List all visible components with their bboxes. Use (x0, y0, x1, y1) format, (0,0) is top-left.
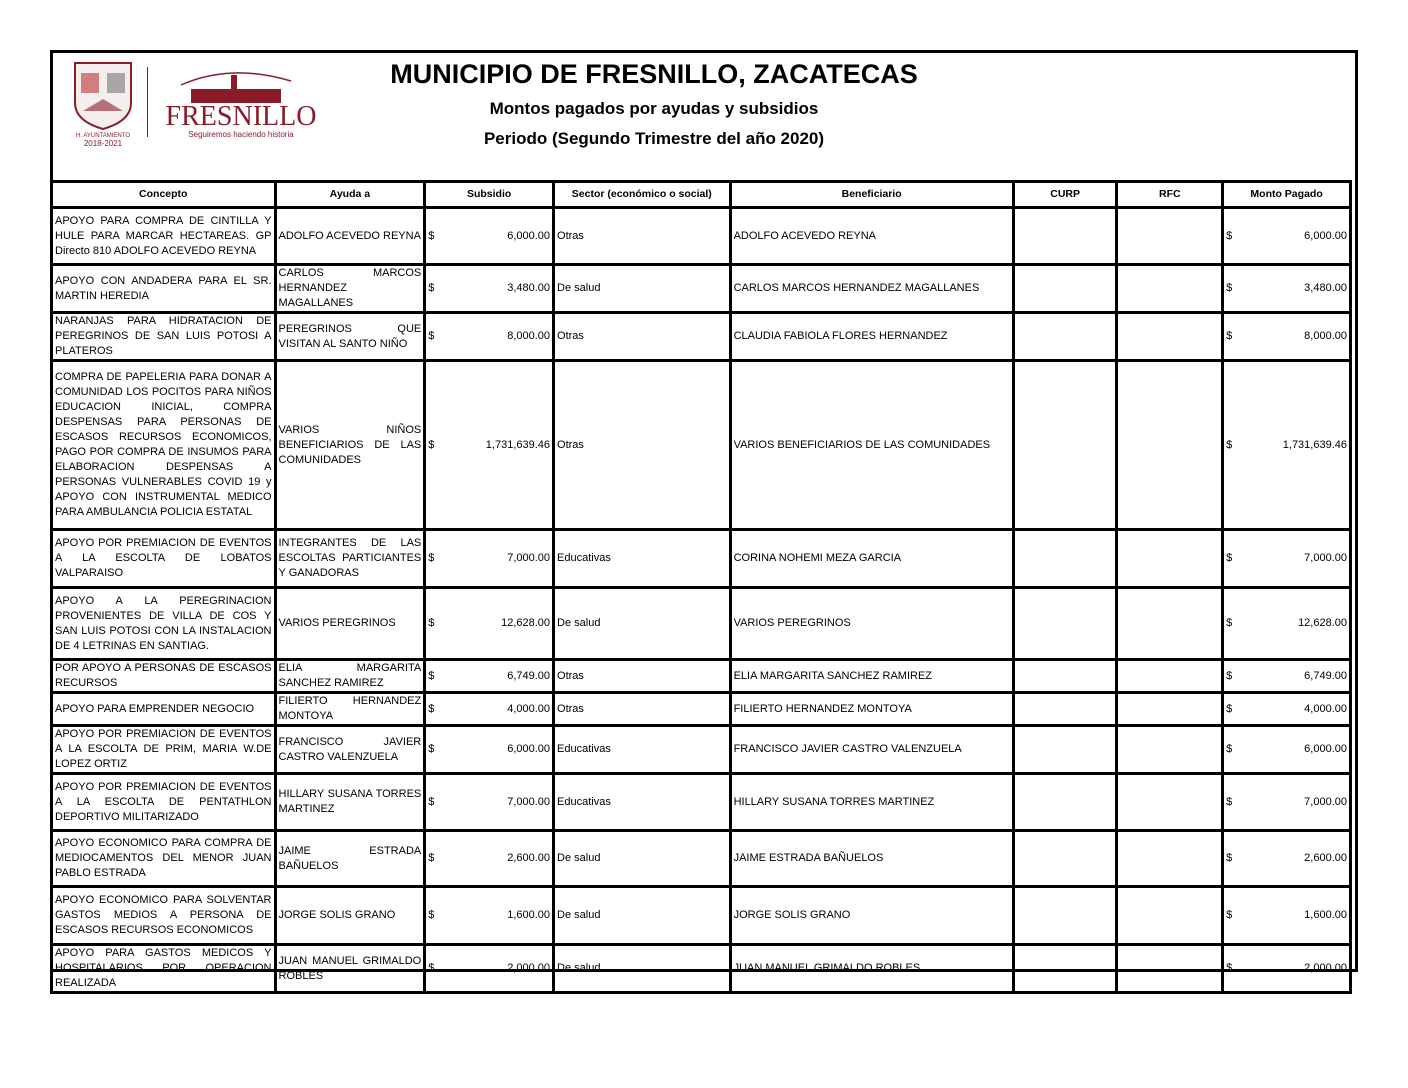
svg-text:Seguiremos haciendo historia: Seguiremos haciendo historia (188, 130, 294, 139)
cell-rfc (1117, 945, 1223, 993)
table-row (52, 265, 1351, 313)
cell-sector: De salud (554, 831, 731, 887)
cell-monto (1223, 361, 1351, 530)
cell-ayuda: INTEGRANTES DE LAS ESCOLTAS PARTICIANTES Y GANADORAS (275, 530, 425, 588)
amount: 8,000.00 (1304, 330, 1347, 342)
cell-ayuda: JORGE SOLIS GRANO (275, 887, 425, 945)
cell-rfc (1117, 265, 1223, 313)
svg-text:H. AYUNTAMIENTO: H. AYUNTAMIENTO (75, 133, 131, 139)
cell-concepto: APOYO A LA PEREGRINACION PROVENIENTES DE VILLA DE COS Y SAN LUIS POTOSI CON LA INSTALACION DE 4 LETRINAS EN SANTIAG. (52, 588, 276, 660)
amount: 12,628.00 (1298, 617, 1347, 629)
currency-symbol: $ (1226, 795, 1233, 808)
column-header: Monto Pagado (1223, 182, 1351, 208)
cell-beneficiario: ADOLFO ACEVEDO REYNA (730, 208, 1013, 265)
cell-sector: Otras (554, 313, 731, 361)
page-subtitle: Montos pagados por ayudas y subsidios (489, 99, 819, 118)
cell-sector: De salud (554, 887, 731, 945)
cell-sector: Educativas (554, 774, 731, 831)
cell-sector: Otras (554, 208, 731, 265)
table-row (52, 588, 1351, 660)
column-header: Beneficiario (730, 182, 1013, 208)
currency-symbol: $ (1226, 229, 1233, 242)
currency-symbol: $ (1226, 743, 1233, 755)
amount: 12,628.00 (501, 617, 551, 629)
amount: 1,600.00 (1304, 909, 1347, 921)
currency-symbol: $ (428, 229, 435, 242)
amount: 8,000.00 (507, 330, 551, 342)
cell-rfc (1117, 588, 1223, 660)
cell-monto (1223, 588, 1351, 660)
cell-ayuda: VARIOS NIÑOS BENEFICIARIOS DE LAS COMUNIDADES (275, 361, 425, 530)
cell-sector: Educativas (554, 726, 731, 774)
currency-symbol: $ (428, 852, 435, 864)
cell-subsidio (425, 265, 554, 313)
currency-symbol: $ (1226, 617, 1233, 629)
cell-sector: De salud (554, 588, 731, 660)
cell-beneficiario: HILLARY SUSANA TORRES MARTINEZ (730, 774, 1013, 831)
cell-subsidio (425, 774, 554, 831)
column-header: Concepto (52, 182, 276, 208)
cell-ayuda: HILLARY SUSANA TORRES MARTINEZ (275, 774, 425, 831)
table-row (52, 313, 1351, 361)
document-header (53, 53, 1355, 181)
amount: 7,000.00 (1304, 552, 1347, 564)
amount: 1,600.00 (507, 909, 551, 921)
table-row (52, 208, 1351, 265)
currency-symbol: $ (1226, 702, 1233, 715)
amount: 7,000.00 (507, 552, 551, 564)
cell-ayuda: ELIA MARGARITA SANCHEZ RAMIREZ (275, 660, 425, 693)
cell-beneficiario: CARLOS MARCOS HERNANDEZ MAGALLANES (730, 265, 1013, 313)
cell-monto (1223, 530, 1351, 588)
subsidies-table (50, 180, 1352, 994)
column-header: Sector (económico o social) (554, 182, 731, 208)
cell-beneficiario: JUAN MANUEL GRIMALDO ROBLES (730, 945, 1013, 993)
svg-text:FRESNILLO: FRESNILLO (165, 101, 317, 132)
cell-monto (1223, 208, 1351, 265)
amount: 6,749.00 (1304, 669, 1347, 682)
document-sheet (50, 50, 1358, 989)
currency-symbol: $ (428, 795, 435, 808)
cell-subsidio (425, 945, 554, 993)
cell-beneficiario: FILIERTO HERNANDEZ MONTOYA (730, 693, 1013, 726)
cell-curp (1013, 726, 1117, 774)
amount: 2,600.00 (1304, 852, 1347, 864)
cell-concepto: APOYO POR PREMIACION DE EVENTOS A LA ESCOLTA DE PENTATHLON DEPORTIVO MILITARIZADO (52, 774, 276, 831)
cell-ayuda: FILIERTO HERNANDEZ MONTOYA (275, 693, 425, 726)
cell-ayuda: PEREGRINOS QUE VISITAN AL SANTO NIÑO (275, 313, 425, 361)
currency-symbol: $ (428, 743, 435, 755)
cell-sector: Educativas (554, 530, 731, 588)
page-title: MUNICIPIO DE FRESNILLO, ZACATECAS (390, 59, 918, 89)
cell-concepto: APOYO CON ANDADERA PARA EL SR. MARTIN HEREDIA (52, 265, 276, 313)
column-header: Subsidio (425, 182, 554, 208)
cell-curp (1013, 313, 1117, 361)
currency-symbol: $ (428, 282, 435, 294)
table-row (52, 831, 1351, 887)
amount: 6,000.00 (507, 743, 551, 755)
column-header: RFC (1117, 182, 1223, 208)
cell-ayuda: CARLOS MARCOS HERNANDEZ MAGALLANES (275, 265, 425, 313)
cell-monto (1223, 887, 1351, 945)
cell-beneficiario: FRANCISCO JAVIER CASTRO VALENZUELA (730, 726, 1013, 774)
currency-symbol: $ (1226, 962, 1233, 974)
cell-ayuda: JUAN MANUEL GRIMALDO ROBLES (275, 945, 425, 993)
currency-symbol: $ (1226, 909, 1233, 921)
currency-symbol: $ (428, 617, 435, 629)
amount: 3,480.00 (1304, 282, 1347, 294)
svg-text:2018-2021: 2018-2021 (83, 139, 123, 148)
cell-beneficiario: VARIOS BENEFICIARIOS DE LAS COMUNIDADES (730, 361, 1013, 530)
column-header: CURP (1013, 182, 1117, 208)
cell-subsidio (425, 660, 554, 693)
cell-curp (1013, 588, 1117, 660)
currency-symbol: $ (428, 702, 435, 715)
amount: 6,749.00 (507, 669, 551, 682)
table-header-row (52, 182, 1351, 208)
cell-sector: Otras (554, 361, 731, 530)
cell-beneficiario: VARIOS PEREGRINOS (730, 588, 1013, 660)
currency-symbol: $ (1226, 282, 1233, 294)
cell-sector: De salud (554, 945, 731, 993)
cell-rfc (1117, 208, 1223, 265)
cell-curp (1013, 887, 1117, 945)
cell-concepto: APOYO ECONOMICO PARA COMPRA DE MEDIOCAMENTOS DEL MENOR JUAN PABLO ESTRADA (52, 831, 276, 887)
currency-symbol: $ (1226, 552, 1233, 564)
table-row (52, 660, 1351, 693)
table-row (52, 530, 1351, 588)
cell-subsidio (425, 588, 554, 660)
cell-sector: Otras (554, 693, 731, 726)
period-label: Periodo (Segundo Trimestre del año 2020) (483, 129, 825, 148)
cell-subsidio (425, 693, 554, 726)
amount: 2,000.00 (1304, 962, 1347, 974)
table-row (52, 693, 1351, 726)
cell-subsidio (425, 361, 554, 530)
cell-subsidio (425, 313, 554, 361)
currency-symbol: $ (1226, 330, 1233, 342)
cell-monto (1223, 265, 1351, 313)
table-row (52, 887, 1351, 945)
cell-monto (1223, 313, 1351, 361)
cell-curp (1013, 361, 1117, 530)
cell-rfc (1117, 831, 1223, 887)
cell-monto (1223, 774, 1351, 831)
amount: 1,731,639.46 (485, 438, 551, 451)
cell-concepto: APOYO PARA GASTOS MEDICOS Y HOSPITALARIOS POR OPERACION REALIZADA (52, 945, 276, 993)
currency-symbol: $ (428, 330, 435, 342)
amount: 2,600.00 (507, 852, 551, 864)
cell-rfc (1117, 660, 1223, 693)
cell-beneficiario: JORGE SOLIS GRANO (730, 887, 1013, 945)
cell-sector: De salud (554, 265, 731, 313)
cell-concepto: APOYO POR PREMIACION DE EVENTOS A LA ESCOLTA DE PRIM, MARIA W.DE LOPEZ ORTIZ (52, 726, 276, 774)
cell-rfc (1117, 530, 1223, 588)
currency-symbol: $ (428, 909, 435, 921)
cell-sector: Otras (554, 660, 731, 693)
cell-curp (1013, 530, 1117, 588)
currency-symbol: $ (428, 552, 435, 564)
cell-concepto: APOYO ECONOMICO PARA SOLVENTAR GASTOS MEDIOS A PERSONA DE ESCASOS RECURSOS ECONOMICOS (52, 887, 276, 945)
cell-concepto: APOYO PARA EMPRENDER NEGOCIO (52, 693, 276, 726)
table-row (52, 361, 1351, 530)
amount: 6,000.00 (1304, 229, 1347, 242)
currency-symbol: $ (428, 962, 435, 974)
table-row (52, 945, 1351, 993)
cell-beneficiario: ELIA MARGARITA SANCHEZ RAMIREZ (730, 660, 1013, 693)
amount: 2,000.00 (507, 962, 551, 974)
currency-symbol: $ (1226, 438, 1233, 451)
cell-subsidio (425, 530, 554, 588)
cell-curp (1013, 265, 1117, 313)
cell-curp (1013, 208, 1117, 265)
amount: 7,000.00 (1304, 795, 1347, 808)
cell-subsidio (425, 208, 554, 265)
column-header: Ayuda a (275, 182, 425, 208)
table-row (52, 774, 1351, 831)
amount: 6,000.00 (507, 229, 551, 242)
cell-curp (1013, 831, 1117, 887)
cell-ayuda: VARIOS PEREGRINOS (275, 588, 425, 660)
cell-rfc (1117, 726, 1223, 774)
cell-rfc (1117, 361, 1223, 530)
table-row (52, 726, 1351, 774)
cell-monto (1223, 726, 1351, 774)
amount: 1,731,639.46 (1282, 438, 1347, 451)
cell-curp (1013, 774, 1117, 831)
amount: 3,480.00 (507, 282, 551, 294)
cell-rfc (1117, 693, 1223, 726)
cell-monto (1223, 693, 1351, 726)
cell-subsidio (425, 726, 554, 774)
cell-subsidio (425, 831, 554, 887)
currency-symbol: $ (428, 669, 435, 682)
cell-concepto: COMPRA DE PAPELERIA PARA DONAR A COMUNIDAD LOS POCITOS PARA NIÑOS EDUCACION INICIAL, COMPRA DESPENSAS PARA PERSONAS DE ESCASOS RECURSOS ECONOMICOS, PAGO POR COMPRA DE INSUMOS PARA ELABORACION DESPENSAS A PERSONAS VULNERABLES COVID 19 y APOYO CON INSTRUMENTAL MEDICO PARA AMBULANCIA POLICIA ESTATAL (52, 361, 276, 530)
amount: 6,000.00 (1304, 743, 1347, 755)
cell-monto (1223, 831, 1351, 887)
cell-concepto: NARANJAS PARA HIDRATACION DE PEREGRINOS DE SAN LUIS POTOSI A PLATEROS (52, 313, 276, 361)
cell-monto (1223, 660, 1351, 693)
cell-concepto: APOYO POR PREMIACION DE EVENTOS A LA ESCOLTA DE LOBATOS VALPARAISO (52, 530, 276, 588)
cell-ayuda: ADOLFO ACEVEDO REYNA (275, 208, 425, 265)
cell-curp (1013, 693, 1117, 726)
cell-rfc (1117, 774, 1223, 831)
cell-ayuda: JAIME ESTRADA BAÑUELOS (275, 831, 425, 887)
cell-beneficiario: JAIME ESTRADA BAÑUELOS (730, 831, 1013, 887)
cell-curp (1013, 660, 1117, 693)
cell-rfc (1117, 887, 1223, 945)
currency-symbol: $ (1226, 852, 1233, 864)
cell-subsidio (425, 887, 554, 945)
cell-rfc (1117, 313, 1223, 361)
amount: 4,000.00 (507, 702, 551, 715)
cell-monto (1223, 945, 1351, 993)
cell-concepto: APOYO PARA COMPRA DE CINTILLA Y HULE PARA MARCAR HECTAREAS. GP Directo 810 ADOLFO ACEVEDO REYNA (52, 208, 276, 265)
cell-beneficiario: CORINA NOHEMI MEZA GARCIA (730, 530, 1013, 588)
cell-curp (1013, 945, 1117, 993)
amount: 7,000.00 (507, 795, 551, 808)
amount: 4,000.00 (1304, 702, 1347, 715)
currency-symbol: $ (1226, 669, 1233, 682)
cell-concepto: POR APOYO A PERSONAS DE ESCASOS RECURSOS (52, 660, 276, 693)
currency-symbol: $ (428, 438, 435, 451)
cell-ayuda: FRANCISCO JAVIER CASTRO VALENZUELA (275, 726, 425, 774)
cell-beneficiario: CLAUDIA FABIOLA FLORES HERNANDEZ (730, 313, 1013, 361)
